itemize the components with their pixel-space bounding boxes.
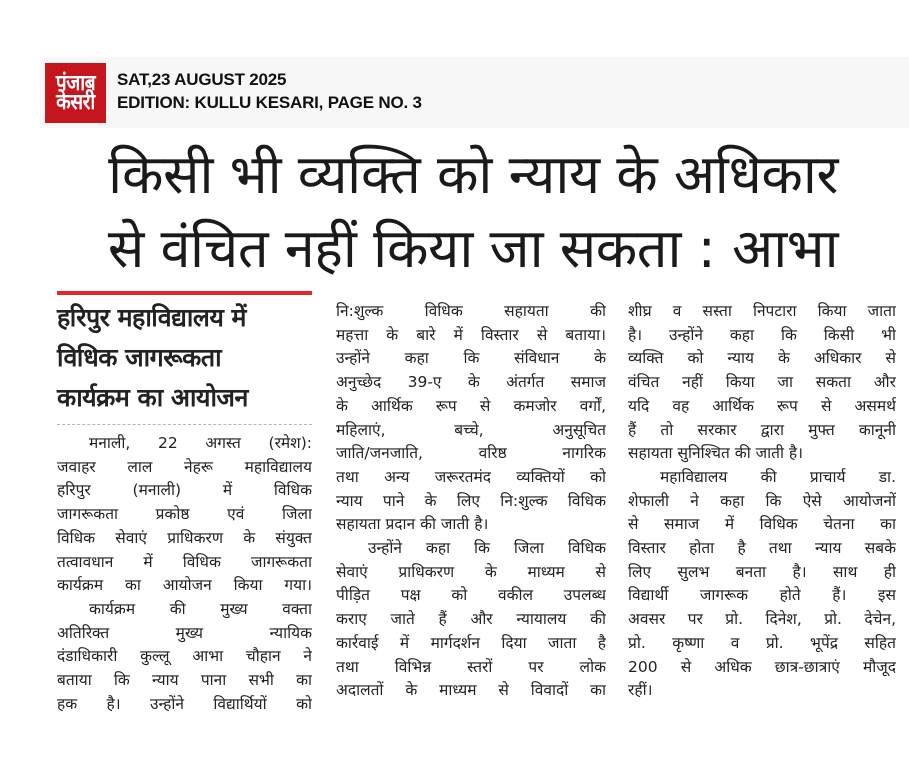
body-text-line: व्यक्ति को न्याय के अधिकार से	[628, 349, 896, 368]
body-text-line: हैं तो सरकार द्वारा मुफ्त कानूनी	[628, 420, 896, 439]
punjab-kesari-logo	[45, 63, 106, 123]
body-column-1	[57, 432, 312, 716]
body-text-line: बताया कि न्याय पाना सभी का	[57, 671, 312, 690]
body-text-line: कराए जाते हैं और न्यायालय की	[336, 610, 606, 629]
body-text-line: यदि वह आर्थिक रूप से असमर्थ	[628, 396, 896, 415]
edition-info	[117, 68, 422, 114]
body-text-line: जागरूकता प्रकोष्ठ एवं जिला	[57, 505, 312, 524]
body-text-line: कार्यक्रम की मुख्य वक्ता	[89, 599, 312, 618]
body-text-line: अनुच्छेद 39-ए के अंतर्गत समाज	[336, 373, 606, 392]
body-column-2	[336, 300, 606, 703]
body-text-line: विद्यार्थी जागरूक होते हैं। इस	[628, 586, 896, 605]
body-text-line: सहायता सुनिश्चित की जाती है।	[628, 444, 804, 463]
body-text-line: है। उन्होंने कहा कि किसी भी	[628, 325, 896, 344]
body-text-line: शेफाली ने कहा कि ऐसे आयोजनों	[628, 491, 896, 510]
body-text-line: विधिक सेवाएं प्राधिकरण के संयुक्त	[57, 528, 312, 547]
body-text-line: उन्होंने कहा कि जिला विधिक	[368, 539, 606, 558]
body-text-line: अवसर पर प्रो. दिनेश, प्रो. देचेन,	[628, 610, 896, 629]
body-text-line: के आर्थिक रूप से कमजोर वर्गों,	[336, 396, 606, 415]
subheadline-line-3: कार्यक्रम का आयोजन	[57, 383, 248, 412]
body-text-line: शीघ्र व सस्ता निपटारा किया जाता	[628, 302, 896, 320]
body-text-line: तत्वावधान में विधिक जागरूकता	[57, 552, 312, 571]
body-text-line: तथा अन्य जरूरतमंद व्यक्तियों को	[336, 467, 606, 486]
edition-page: EDITION: KULLU KESARI, PAGE NO. 3	[117, 93, 422, 112]
body-text-line: महत्ता के बारे में विस्तार से बताया।	[336, 325, 606, 344]
body-text-line: हरिपुर (मनाली) में विधिक	[57, 481, 312, 500]
body-text-line: सहायता प्रदान की जाती है।	[336, 515, 489, 534]
subheadline-divider	[57, 424, 312, 425]
article-subheadline	[57, 298, 317, 418]
body-text-line: रहीं।	[628, 681, 653, 700]
body-text-line: न्याय पाने के लिए नि:शुल्क विधिक	[336, 491, 606, 510]
body-text-line: अतिरिक्त मुख्य न्यायिक	[57, 623, 312, 642]
body-text-line: हक है। उन्होंने विद्यार्थियों को	[57, 694, 312, 713]
accent-rule	[57, 291, 312, 295]
body-text-line: जाति/जनजाति, वरिष्ठ नागरिक	[336, 444, 606, 463]
body-text-line: उन्होंने कहा कि संविधान के	[336, 349, 606, 368]
body-text-line: लिए सुलभ बनता है। साथ ही	[628, 562, 896, 581]
body-text-line: मनाली, 22 अगस्त (रमेश):	[89, 434, 312, 452]
body-text-line: सेवाएं प्राधिकरण के माध्यम से	[336, 562, 606, 581]
logo-line-2: केसरी	[56, 89, 95, 115]
body-text-line: पीड़ित पक्ष को वकील उपलब्ध	[336, 586, 606, 605]
logo-line-1: पंजाब	[55, 70, 96, 96]
article-headline	[48, 138, 898, 286]
body-text-line: महिलाएं, बच्चे, अनुसूचित	[336, 420, 606, 439]
body-text-line: 200 से अधिक छात्र-छात्राएं मौजूद	[628, 657, 896, 676]
body-text-line: कार्यक्रम का आयोजन किया गया।	[57, 576, 312, 595]
publication-date: SAT,23 AUGUST 2025	[117, 70, 287, 89]
body-text-line: जवाहर लाल नेहरू महाविद्यालय	[57, 457, 312, 476]
headline-line-1: किसी भी व्यक्ति को न्याय के अधिकार	[108, 143, 838, 206]
body-column-3	[628, 300, 896, 703]
subheadline-line-1: हरिपुर महाविद्यालय में	[57, 303, 247, 332]
headline-line-2: से वंचित नहीं किया जा सकता : आभा	[107, 217, 839, 280]
body-text-line: प्रो. कृष्णा व प्रो. भूपेंद्र सहित	[628, 633, 896, 652]
body-text-line: दंडाधिकारी कुल्लू आभा चौहान ने	[57, 647, 312, 666]
body-text-line: तथा विभिन्न स्तरों पर लोक	[336, 657, 606, 676]
body-text-line: विस्तार होता है तथा न्याय सबके	[628, 539, 896, 558]
body-text-line: से समाज में विधिक चेतना का	[628, 515, 896, 534]
body-text-line: महाविद्यालय की प्राचार्य डा.	[660, 467, 896, 486]
subheadline-line-2: विधिक जागरूकता	[57, 343, 222, 372]
body-text-line: कार्रवाई में मार्गदर्शन दिया जाता है	[336, 633, 606, 652]
body-text-line: नि:शुल्क विधिक सहायता की	[336, 302, 606, 320]
body-text-line: वंचित नहीं किया जा सकता और	[628, 373, 896, 392]
body-text-line: अदालतों के माध्यम से विवादों का	[336, 681, 606, 700]
